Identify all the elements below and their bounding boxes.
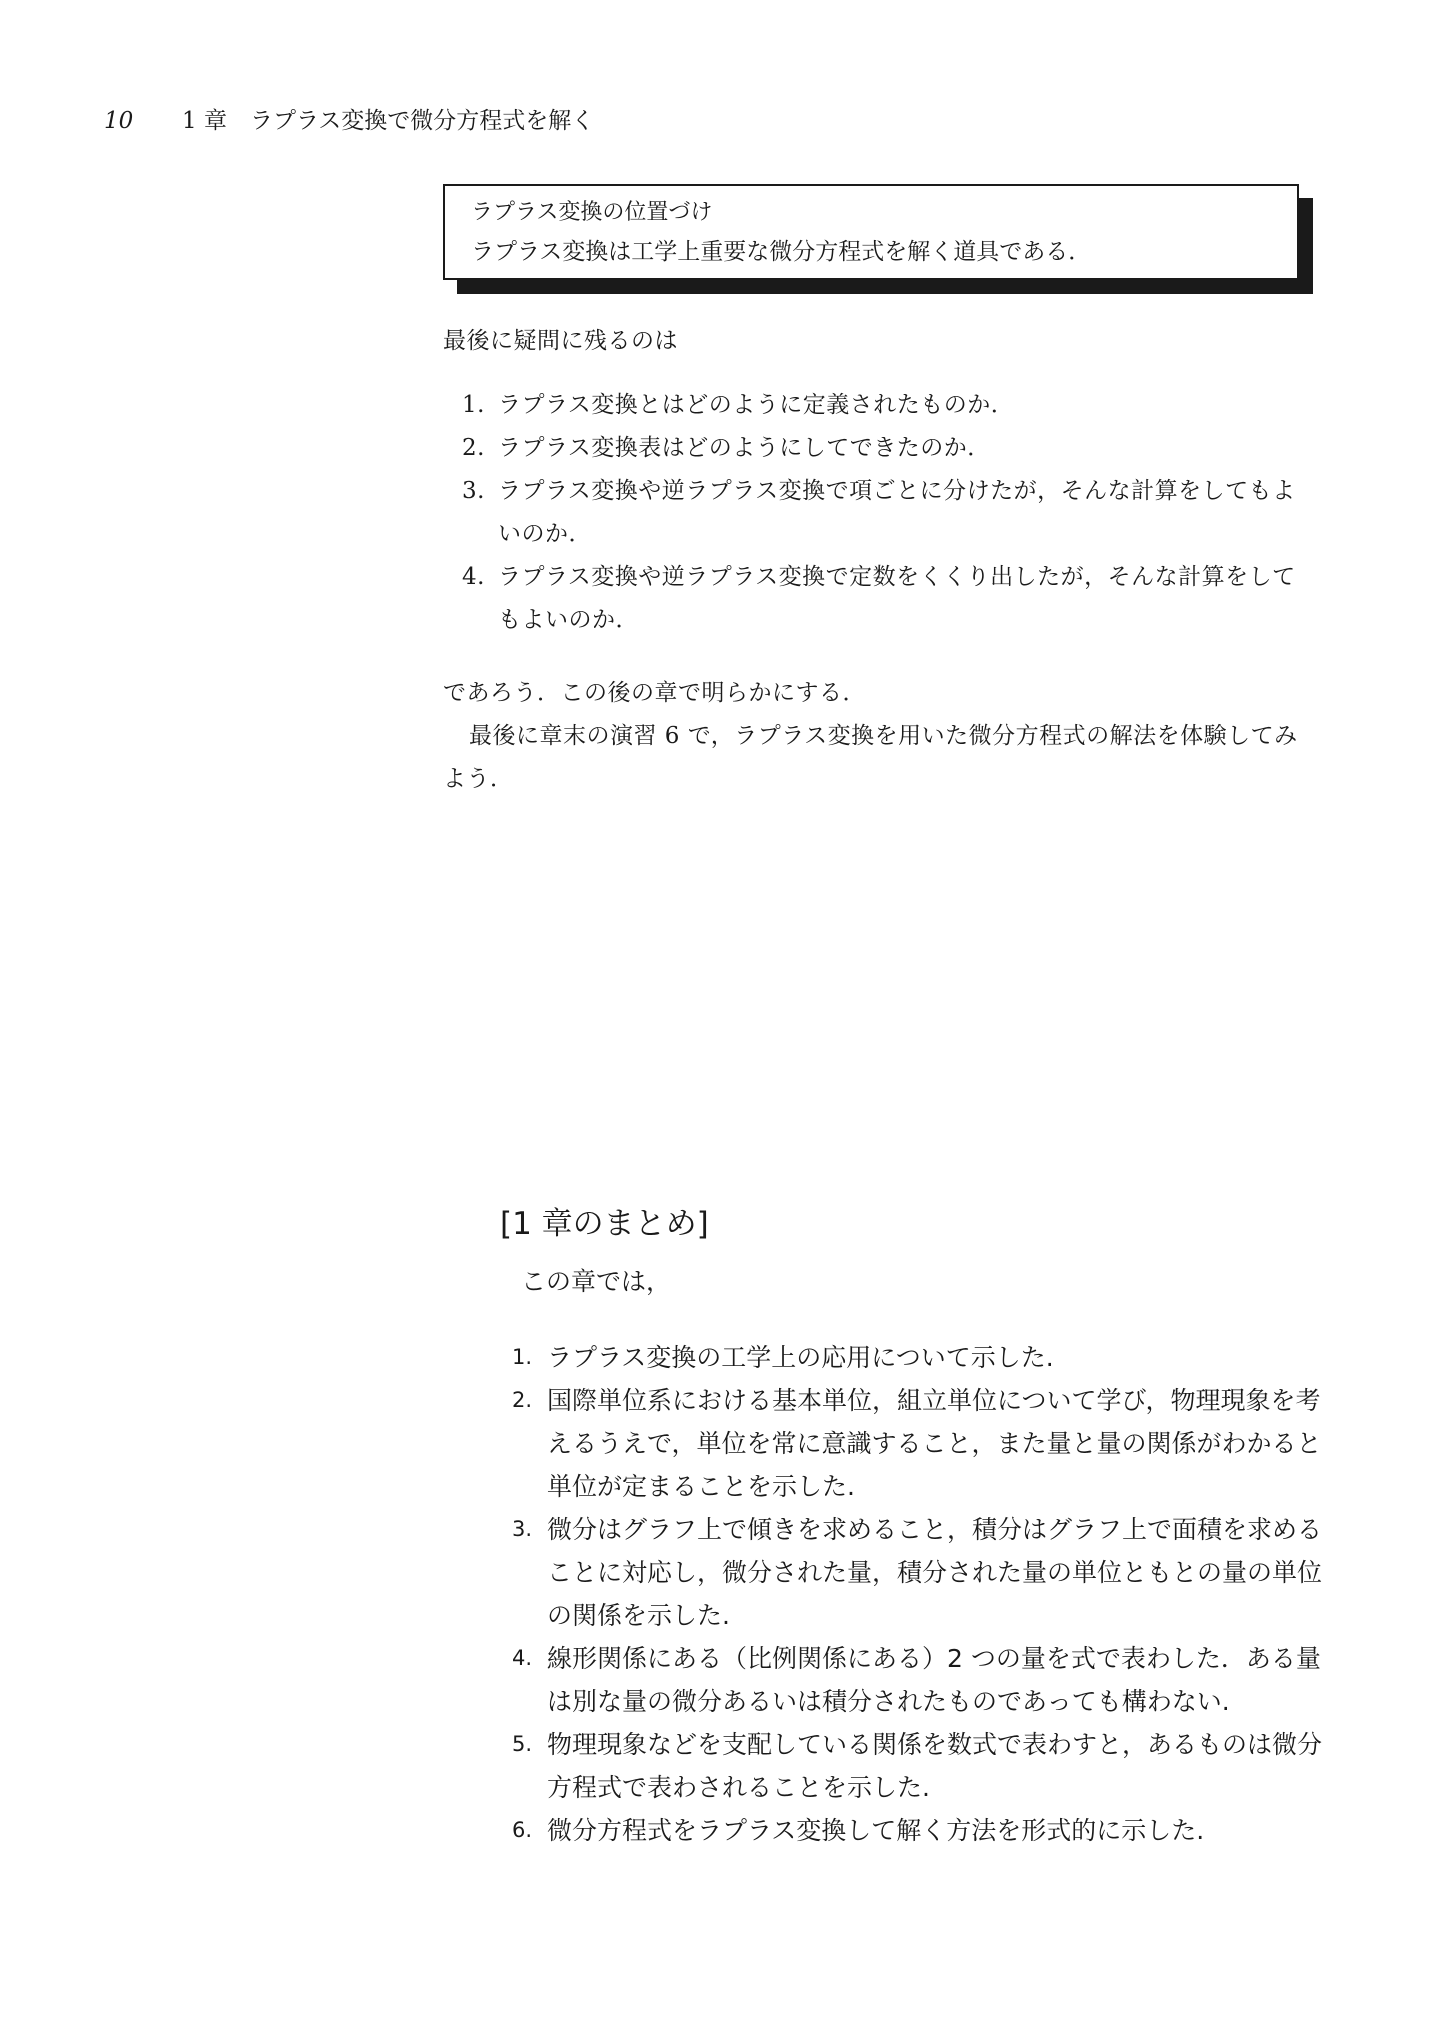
- chapter-title: 1 章 ラプラス変換で微分方程式を解く: [182, 108, 595, 134]
- summary-text: 微分はグラフ上で傾きを求めること，積分はグラフ上で面積を求めることに対応し，微分された量，積分された量の単位ともとの量の単位の関係を示した.: [547, 1515, 1323, 1630]
- question-number: 4.: [462, 564, 485, 590]
- question-item: [443, 384, 1313, 427]
- question-item: [443, 427, 1313, 470]
- intro-paragraph: 最後に疑問に残るのは: [443, 328, 678, 354]
- summary-number: 5.: [512, 1732, 533, 1756]
- question-item: [443, 470, 1313, 556]
- summary-item: [510, 1379, 1330, 1508]
- summary-item: [510, 1508, 1330, 1637]
- summary-text: 国際単位系における基本単位，組立単位について学び，物理現象を考えるうえで，単位を常に意識すること，また量と量の関係がわかると単位が定まることを示した.: [547, 1386, 1322, 1501]
- summary-item: [510, 1723, 1330, 1809]
- summary-number: 3.: [512, 1517, 533, 1541]
- question-text: ラプラス変換や逆ラプラス変換で項ごとに分けたが，そんな計算をしてもよいのか．: [498, 478, 1296, 547]
- summary-intro: この章では，: [521, 1267, 672, 1296]
- after-questions-paragraph: であろう．この後の章で明らかにする．: [443, 680, 866, 706]
- question-text: ラプラス変換とはどのように定義されたものか．: [498, 392, 1015, 418]
- boxed-note: [443, 184, 1299, 280]
- question-number: 3.: [462, 478, 485, 504]
- summary-text: 微分方程式をラプラス変換して解く方法を形式的に示した.: [547, 1816, 1205, 1845]
- summary-item: [510, 1809, 1330, 1852]
- running-header: [104, 102, 594, 135]
- summary-number: 1.: [512, 1345, 533, 1369]
- summary-item: [510, 1336, 1330, 1379]
- question-text: ラプラス変換や逆ラプラス変換で定数をくくり出したが，そんな計算をしてもよいのか．: [498, 564, 1296, 633]
- summary-number: 6.: [512, 1818, 533, 1842]
- boxed-note-heading: ラプラス変換の位置づけ: [471, 200, 713, 225]
- question-item: [443, 556, 1313, 642]
- page-number: 10: [104, 108, 134, 134]
- boxed-note-frame: [443, 184, 1299, 280]
- closing-paragraph: 最後に章末の演習 6 で，ラプラス変換を用いた微分方程式の解法を体験してみよう．: [443, 723, 1298, 792]
- summary-item: [510, 1637, 1330, 1723]
- summary-text: 物理現象などを支配している関係を数式で表わすと，あるものは微分方程式で表わされることを示した.: [547, 1730, 1323, 1802]
- boxed-note-body: ラプラス変換は工学上重要な微分方程式を解く道具である．: [471, 239, 1092, 265]
- question-number: 2.: [462, 435, 485, 461]
- summary-heading: [1 章のまとめ]: [500, 1206, 709, 1242]
- question-list: [443, 384, 1313, 642]
- question-number: 1.: [462, 392, 485, 418]
- summary-number: 2.: [512, 1388, 533, 1412]
- question-text: ラプラス変換表はどのようにしてできたのか．: [498, 435, 991, 461]
- summary-text: 線形関係にある（比例関係にある）2 つの量を式で表わした．ある量は別な量の微分あるいは積分されたものであっても構わない.: [547, 1644, 1321, 1716]
- summary-list: [510, 1336, 1330, 1852]
- summary-text: ラプラス変換の工学上の応用について示した.: [547, 1343, 1054, 1372]
- summary-number: 4.: [512, 1646, 533, 1670]
